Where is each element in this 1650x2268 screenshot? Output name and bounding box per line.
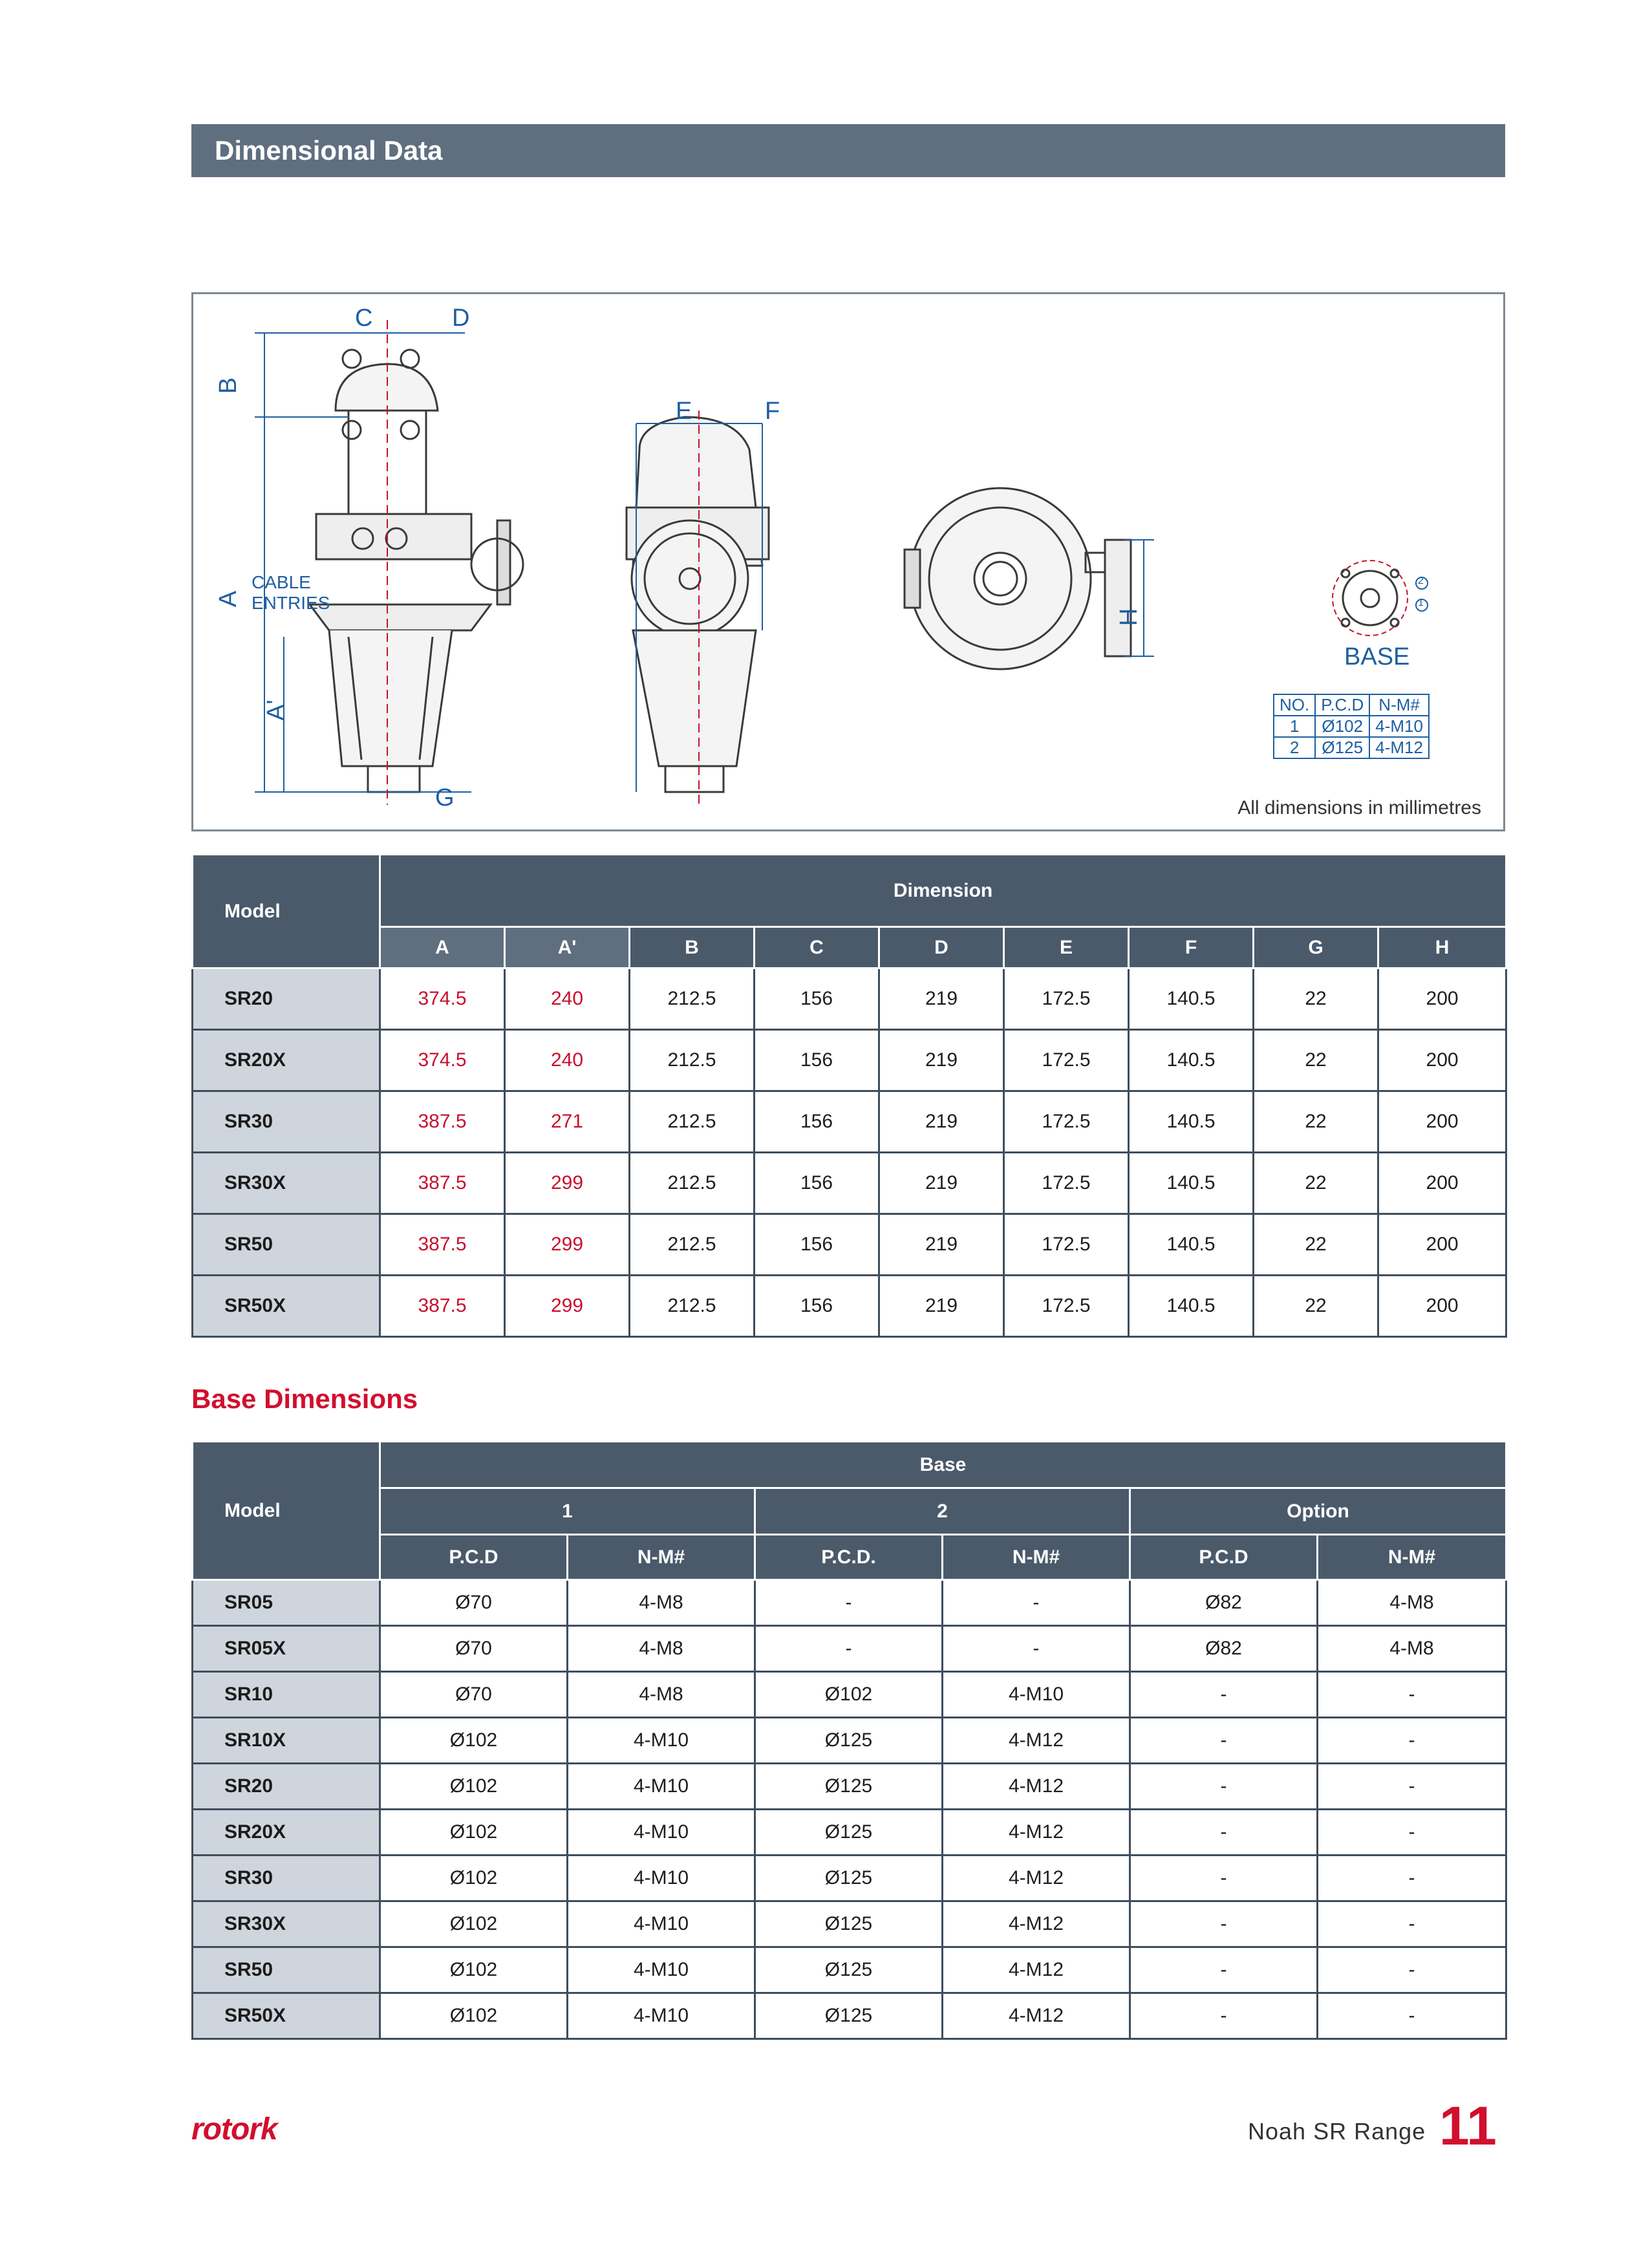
value-cell: 4-M10	[568, 1856, 755, 1901]
value-cell: 4-M12	[943, 1901, 1130, 1947]
value-cell: -	[1318, 1856, 1506, 1901]
column-header: F	[1129, 927, 1254, 968]
value-cell: -	[1130, 1993, 1318, 2039]
value-cell: 4-M8	[568, 1626, 755, 1672]
dimension-label-a-prime: A'	[262, 700, 290, 721]
value-cell: 22	[1254, 1153, 1378, 1214]
value-cell: 219	[879, 968, 1004, 1030]
value-cell: 172.5	[1004, 1153, 1129, 1214]
column-header: G	[1254, 927, 1378, 968]
value-cell: -	[1318, 1718, 1506, 1764]
value-cell: 4-M8	[568, 1580, 755, 1626]
dimension-label-g: G	[435, 784, 455, 811]
value-cell: 299	[505, 1214, 630, 1276]
value-cell: 140.5	[1129, 1030, 1254, 1091]
page-title: Dimensional Data	[191, 124, 1505, 177]
column-header: N-M#	[1318, 1535, 1506, 1580]
value-cell: 4-M12	[943, 1993, 1130, 2039]
column-header: P.C.D	[380, 1535, 568, 1580]
model-header: Model	[193, 855, 380, 968]
model-cell: SR05X	[193, 1626, 380, 1672]
page-number: 11	[1439, 2095, 1497, 2156]
base-subgroup-header: 1	[380, 1488, 755, 1535]
table-row	[193, 968, 1506, 1030]
value-cell: 212.5	[630, 1276, 755, 1337]
table-row	[193, 1580, 1506, 1626]
value-cell: -	[1318, 1993, 1506, 2039]
column-header: C	[755, 927, 879, 968]
dimension-label-h: H	[1115, 608, 1143, 626]
value-cell: Ø125	[755, 1993, 943, 2039]
value-cell: 212.5	[630, 968, 755, 1030]
value-cell: Ø102	[380, 1856, 568, 1901]
value-cell: -	[943, 1580, 1130, 1626]
column-header: N-M#	[568, 1535, 755, 1580]
base-mini-cell: 1	[1274, 716, 1315, 737]
model-cell: SR30X	[193, 1153, 380, 1214]
value-cell: 4-M12	[943, 1856, 1130, 1901]
value-cell: -	[1318, 1672, 1506, 1718]
value-cell: 219	[879, 1091, 1004, 1153]
value-cell: 140.5	[1129, 1276, 1254, 1337]
cable-entries-label-2: ENTRIES	[252, 593, 330, 613]
value-cell: Ø102	[380, 1993, 568, 2039]
value-cell: Ø82	[1130, 1626, 1318, 1672]
model-cell: SR20X	[193, 1030, 380, 1091]
column-header: E	[1004, 927, 1129, 968]
value-cell: 4-M10	[568, 1810, 755, 1856]
value-cell: 4-M10	[568, 1947, 755, 1993]
value-cell: 22	[1254, 1214, 1378, 1276]
value-cell: Ø125	[755, 1901, 943, 1947]
value-cell: 4-M12	[943, 1810, 1130, 1856]
value-cell: Ø102	[380, 1947, 568, 1993]
base-mini-cell: Ø102	[1315, 716, 1369, 737]
value-cell: 4-M12	[943, 1947, 1130, 1993]
model-cell: SR30	[193, 1091, 380, 1153]
value-cell: -	[1130, 1856, 1318, 1901]
value-cell: -	[1130, 1672, 1318, 1718]
value-cell: 4-M8	[1318, 1626, 1506, 1672]
model-cell: SR50	[193, 1947, 380, 1993]
table-row	[193, 1810, 1506, 1856]
model-cell: SR05	[193, 1580, 380, 1626]
value-cell: Ø125	[755, 1947, 943, 1993]
dimension-label-c: C	[355, 305, 373, 332]
value-cell: 212.5	[630, 1030, 755, 1091]
value-cell: 156	[755, 968, 879, 1030]
value-cell: Ø125	[755, 1764, 943, 1810]
base-label: BASE	[1344, 643, 1410, 670]
value-cell: 219	[879, 1030, 1004, 1091]
value-cell: 140.5	[1129, 1214, 1254, 1276]
base-mini-cell: 4-M12	[1369, 737, 1429, 758]
value-cell: 22	[1254, 1030, 1378, 1091]
value-cell: 140.5	[1129, 968, 1254, 1030]
value-cell: -	[755, 1580, 943, 1626]
value-cell: 4-M12	[943, 1764, 1130, 1810]
table-row	[193, 1901, 1506, 1947]
base-mini-cell: 4-M10	[1369, 716, 1429, 737]
value-cell: 140.5	[1129, 1091, 1254, 1153]
value-cell: 4-M10	[568, 1718, 755, 1764]
value-cell: Ø125	[755, 1810, 943, 1856]
table-row	[193, 1947, 1506, 1993]
value-cell: 172.5	[1004, 1276, 1129, 1337]
value-cell: 4-M10	[943, 1672, 1130, 1718]
base-mini-table	[1273, 694, 1430, 759]
value-cell: -	[1318, 1764, 1506, 1810]
value-cell: 219	[879, 1276, 1004, 1337]
value-cell: -	[1318, 1947, 1506, 1993]
value-cell: -	[1130, 1764, 1318, 1810]
value-cell: 172.5	[1004, 968, 1129, 1030]
value-cell: 172.5	[1004, 1091, 1129, 1153]
table-row	[193, 1764, 1506, 1810]
technical-drawing	[191, 292, 1505, 831]
value-cell: -	[1318, 1810, 1506, 1856]
base-mini-header: N-M#	[1369, 694, 1429, 716]
column-header: N-M#	[943, 1535, 1130, 1580]
table-row	[193, 1276, 1506, 1337]
value-cell: 172.5	[1004, 1214, 1129, 1276]
table-row	[193, 1091, 1506, 1153]
value-cell: Ø102	[380, 1901, 568, 1947]
value-cell: 387.5	[380, 1276, 505, 1337]
value-cell: -	[1130, 1718, 1318, 1764]
dimension-group-header: Dimension	[380, 855, 1506, 927]
column-header: B	[630, 927, 755, 968]
model-cell: SR20	[193, 1764, 380, 1810]
value-cell: 240	[505, 968, 630, 1030]
value-cell: Ø102	[380, 1764, 568, 1810]
base-subgroup-header: Option	[1130, 1488, 1506, 1535]
model-cell: SR50X	[193, 1276, 380, 1337]
model-cell: SR50X	[193, 1993, 380, 2039]
value-cell: -	[1318, 1901, 1506, 1947]
column-header: P.C.D.	[755, 1535, 943, 1580]
dimension-label-b: B	[215, 377, 242, 394]
value-cell: Ø102	[380, 1718, 568, 1764]
model-cell: SR50	[193, 1214, 380, 1276]
value-cell: 4-M12	[943, 1718, 1130, 1764]
value-cell: Ø102	[755, 1672, 943, 1718]
value-cell: Ø70	[380, 1580, 568, 1626]
value-cell: 212.5	[630, 1214, 755, 1276]
base-group-header: Base	[380, 1442, 1506, 1488]
value-cell: 299	[505, 1276, 630, 1337]
value-cell: Ø82	[1130, 1580, 1318, 1626]
value-cell: 4-M8	[1318, 1580, 1506, 1626]
table-row	[193, 1856, 1506, 1901]
value-cell: Ø102	[380, 1810, 568, 1856]
dimension-label-d: D	[452, 305, 470, 332]
value-cell: 219	[879, 1153, 1004, 1214]
value-cell: -	[1130, 1901, 1318, 1947]
value-cell: 200	[1378, 1030, 1506, 1091]
value-cell: 374.5	[380, 968, 505, 1030]
column-header: A'	[505, 927, 630, 968]
value-cell: 22	[1254, 1091, 1378, 1153]
model-cell: SR10	[193, 1672, 380, 1718]
value-cell: 156	[755, 1030, 879, 1091]
value-cell: 200	[1378, 1276, 1506, 1337]
value-cell: 200	[1378, 1153, 1506, 1214]
value-cell: 156	[755, 1091, 879, 1153]
base-mini-cell: Ø125	[1315, 737, 1369, 758]
value-cell: 212.5	[630, 1091, 755, 1153]
value-cell: 299	[505, 1153, 630, 1214]
value-cell: 271	[505, 1091, 630, 1153]
value-cell: 22	[1254, 1276, 1378, 1337]
value-cell: 4-M10	[568, 1764, 755, 1810]
value-cell: -	[1130, 1810, 1318, 1856]
value-cell: 240	[505, 1030, 630, 1091]
dimension-label-e: E	[676, 398, 692, 425]
value-cell: 4-M8	[568, 1672, 755, 1718]
table-row	[193, 1672, 1506, 1718]
base-marker-1: 1	[1418, 597, 1424, 608]
table-row	[193, 1626, 1506, 1672]
value-cell: 156	[755, 1153, 879, 1214]
section-title-base-dimensions: Base Dimensions	[191, 1384, 418, 1414]
table-row	[193, 1030, 1506, 1091]
value-cell: 200	[1378, 1214, 1506, 1276]
value-cell: -	[943, 1626, 1130, 1672]
value-cell: 172.5	[1004, 1030, 1129, 1091]
value-cell: 156	[755, 1276, 879, 1337]
value-cell: 200	[1378, 1091, 1506, 1153]
model-cell: SR10X	[193, 1718, 380, 1764]
value-cell: -	[755, 1626, 943, 1672]
model-cell: SR30X	[193, 1901, 380, 1947]
units-note: All dimensions in millimetres	[1238, 797, 1481, 818]
table-row	[193, 1718, 1506, 1764]
value-cell: Ø125	[755, 1856, 943, 1901]
base-marker-2: 2	[1418, 575, 1424, 586]
model-cell: SR20X	[193, 1810, 380, 1856]
range-name: Noah SR Range	[1248, 2118, 1426, 2145]
base-dimension-table	[191, 1440, 1507, 2040]
value-cell: 387.5	[380, 1214, 505, 1276]
value-cell: 140.5	[1129, 1153, 1254, 1214]
value-cell: Ø125	[755, 1718, 943, 1764]
table-row	[193, 1993, 1506, 2039]
value-cell: 4-M10	[568, 1901, 755, 1947]
value-cell: 374.5	[380, 1030, 505, 1091]
value-cell: 4-M10	[568, 1993, 755, 2039]
base-subgroup-header: 2	[755, 1488, 1130, 1535]
model-cell: SR30	[193, 1856, 380, 1901]
value-cell: 387.5	[380, 1153, 505, 1214]
table-row	[193, 1214, 1506, 1276]
column-header: P.C.D	[1130, 1535, 1318, 1580]
dimension-label-f: F	[765, 398, 780, 425]
cable-entries-label-1: CABLE	[252, 572, 311, 592]
value-cell: 387.5	[380, 1091, 505, 1153]
value-cell: Ø70	[380, 1626, 568, 1672]
column-header: A	[380, 927, 505, 968]
dimension-table	[191, 853, 1507, 1338]
base-mini-cell: 2	[1274, 737, 1315, 758]
base-mini-header: P.C.D	[1315, 694, 1369, 716]
value-cell: 200	[1378, 968, 1506, 1030]
value-cell: Ø70	[380, 1672, 568, 1718]
dimension-label-a: A	[215, 590, 242, 608]
value-cell: -	[1130, 1947, 1318, 1993]
model-header: Model	[193, 1442, 380, 1580]
column-header: H	[1378, 927, 1506, 968]
model-cell: SR20	[193, 968, 380, 1030]
column-header: D	[879, 927, 1004, 968]
rotork-logo: rotork	[191, 2112, 277, 2146]
base-mini-header: NO.	[1274, 694, 1315, 716]
value-cell: 156	[755, 1214, 879, 1276]
table-row	[193, 1153, 1506, 1214]
value-cell: 212.5	[630, 1153, 755, 1214]
value-cell: 22	[1254, 968, 1378, 1030]
value-cell: 219	[879, 1214, 1004, 1276]
